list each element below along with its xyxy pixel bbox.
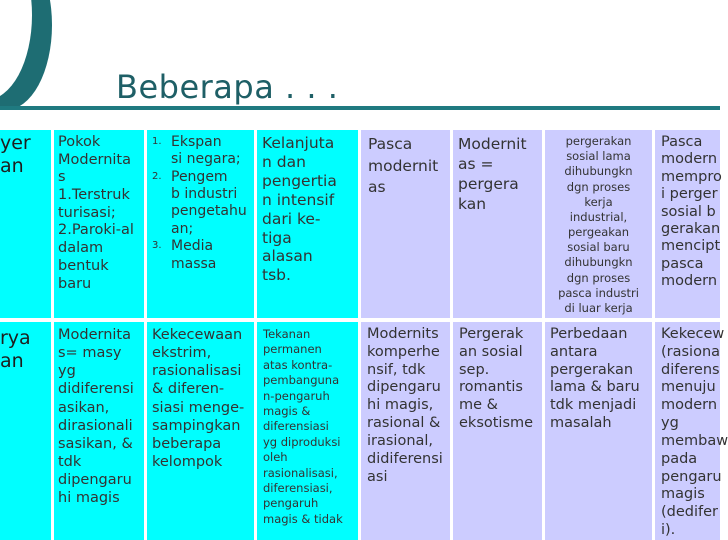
numbered-list [152,134,254,273]
cell-r1-c2 [147,130,254,318]
cell-r1-c4: Pasca modernit as [361,130,450,318]
cell-r2-c6: Perbedaan antara pergerakan lama & baru tdk menjadi masalah [545,322,652,540]
cell-r2-c2: Kekecewaan ekstrim, rasionalisasi & diferen- siasi menge- sampingkan beberapa kelompok [147,322,254,540]
cell-r2-c7: Kekecew (rasiona diferens menuju modern yg membaw pada pengaru magis (dedifer i). [655,322,720,540]
list-item: 1. Ekspan si negara; [152,134,241,168]
cell-r1-c7: Pasca modern mempro i perger sosial b gerakan mencipt pasca modern [655,130,720,318]
row-header-2: rya an [0,322,51,540]
cell-r1-c3: Kelanjuta n dan pengertia n intensif dari ke- tiga alasan tsb. [257,130,358,318]
slide-title: Beberapa . . . [116,68,339,106]
cell-r1-c6: pergerakan sosial lama dihubungkn dgn proses kerja industrial, pergeakan sosial baru dihubungkn dgn proses pasca industri di luar kerja [545,130,652,318]
cell-r2-c1: Modernita s= masy yg didiferensi asikan, dirasionali sasikan, & tdk dipengaru hi magis [54,322,144,540]
list-item: 3. Media massa [152,238,217,272]
cell-r2-c5: Pergerak an sosial sep. romantis me & eksotisme [453,322,542,540]
cell-r2-c3: Tekanan permanen atas kontra- pembanguna n-pengaruh magis & diferensiasi yg diproduksi oleh rasionalisasi, diferensiasi, pengaruh magis & tidak [257,322,358,540]
cell-r1-c1: Pokok Modernita s 1.Terstruk turisasi; 2.Paroki-al dalam bentuk baru [54,130,144,318]
title-divider-line [0,106,720,110]
row-header-1: yer an [0,130,51,318]
comparison-table [0,130,728,540]
list-item: 2. Pengem b industri pengetahu an; [152,168,247,237]
cell-r1-c5: Modernit as = pergera kan [453,130,542,318]
cell-r2-c4: Modernits komperhe nsif, tdk dipengaru hi magis, rasional & irasional, didiferensi asi [361,322,450,540]
